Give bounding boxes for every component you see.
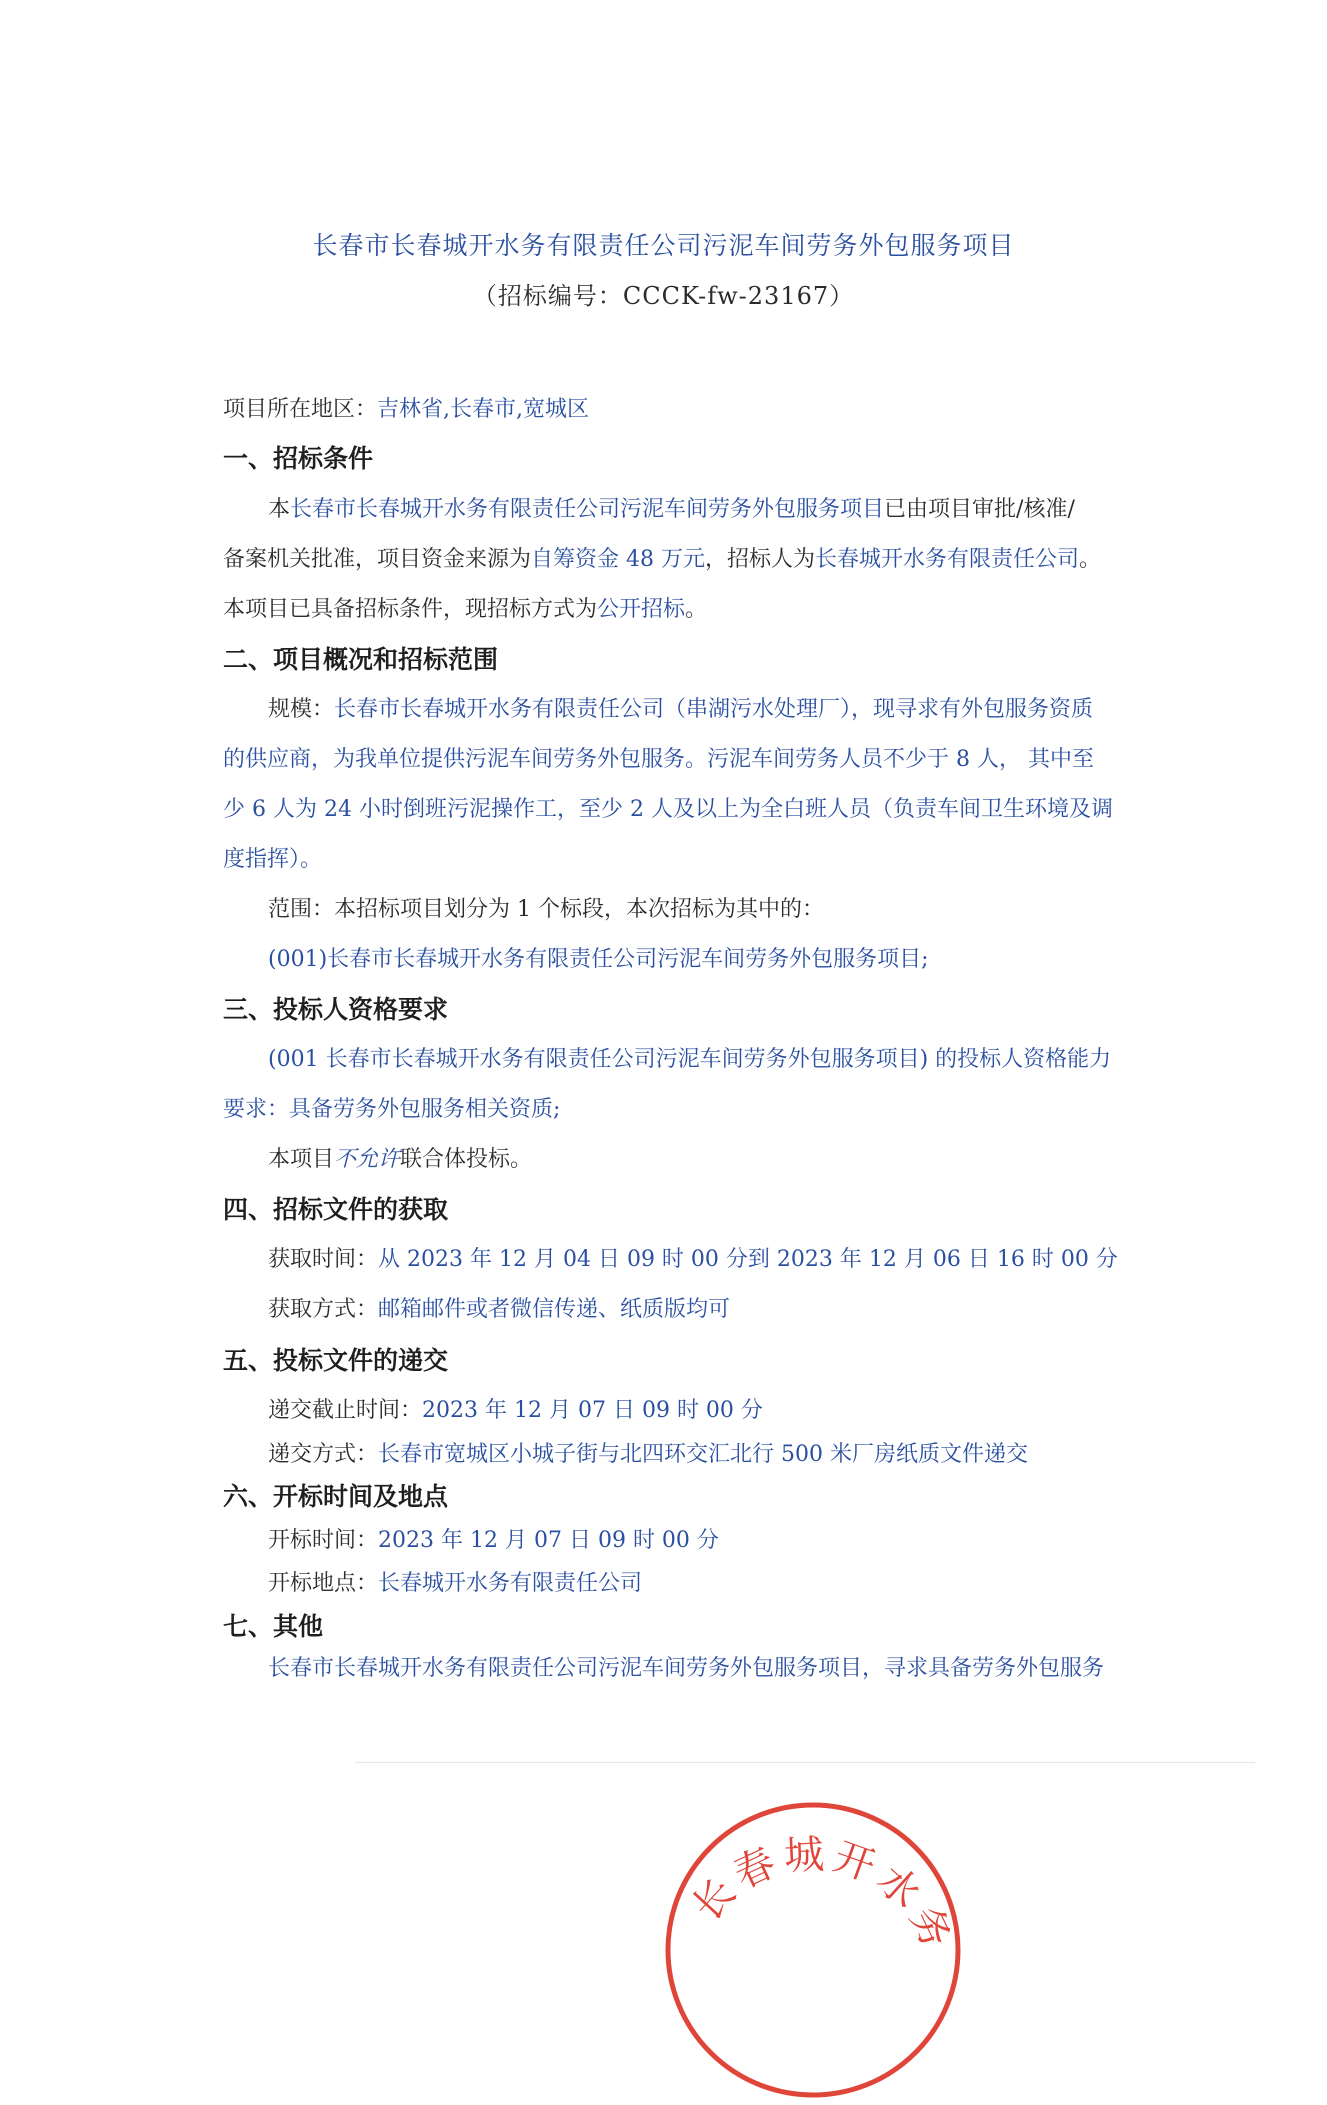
s7-text: 长春市长春城开水务有限责任公司污泥车间劳务外包服务项目，寻求具备劳务外包服务 (268, 1656, 1105, 1681)
s1-l2c: ，招标人为 (705, 547, 816, 572)
s1-l3b: 公开招标 (597, 597, 686, 622)
joint-b: 不允许 (334, 1147, 401, 1172)
obtain-method-label: 获取方式： (268, 1297, 379, 1322)
submit-method-label: 递交方式： (268, 1442, 379, 1467)
s1-line-2 (223, 545, 1101, 575)
project-region (223, 395, 589, 425)
section-heading-7: 七、其他 (223, 1612, 324, 1641)
s1-l2a: 备案机关批准，项目资金来源为 (223, 547, 532, 572)
s5-method (268, 1440, 1028, 1470)
region-label: 项目所在地区： (223, 397, 378, 422)
s6-time (268, 1526, 719, 1556)
section-heading-6: 六、开标时间及地点 (223, 1482, 449, 1511)
opening-place-value: 长春城开水务有限责任公司 (378, 1571, 643, 1596)
deadline-label: 递交截止时间： (268, 1398, 423, 1423)
company-seal (658, 1795, 968, 2105)
s2-scale-line-4: 度指挥）。 (223, 847, 323, 872)
s1-l1c: 已由项目审批/核准/ (884, 497, 1075, 522)
opening-place-label: 开标地点： (268, 1571, 379, 1596)
s5-deadline (268, 1396, 763, 1426)
bid-number: （招标编号：CCCK-fw-23167） (472, 282, 855, 310)
s1-line-3 (223, 595, 707, 625)
section-heading-2: 二、项目概况和招标范围 (223, 645, 499, 674)
s2-scale-line-2: 的供应商，为我单位提供污泥车间劳务外包服务。污泥车间劳务人员不少于 8 人， 其中至 (223, 747, 1094, 772)
joint-c: 联合体投标。 (400, 1147, 533, 1172)
s2-lot: (001)长春市长春城开水务有限责任公司污泥车间劳务外包服务项目; (268, 947, 929, 972)
s1-l3a: 本项目已具备招标条件，现招标方式为 (223, 597, 598, 622)
s3-req-line-1: (001 长春市长春城开水务有限责任公司污泥车间劳务外包服务项目) 的投标人资格能力 (268, 1047, 1112, 1072)
s2-range: 范围：本招标项目划分为 1 个标段，本次招标为其中的： (268, 897, 824, 922)
s1-line-1 (268, 495, 1075, 525)
document-title: 长春市长春城开水务有限责任公司污泥车间劳务外包服务项目 (312, 231, 1015, 260)
obtain-method-value: 邮箱邮件或者微信传递、纸质版均可 (378, 1297, 731, 1322)
scale-text-1: 长春市长春城开水务有限责任公司（串湖污水处理厂），现寻求有外包服务资质 (334, 697, 1094, 722)
opening-time-label: 开标时间： (268, 1528, 379, 1553)
obtain-time-label: 获取时间： (268, 1247, 379, 1272)
s6-place (268, 1569, 642, 1599)
s4-method (268, 1295, 730, 1325)
region-value: 吉林省,长春市,宽城区 (377, 397, 590, 422)
s1-l1b: 长春市长春城开水务有限责任公司污泥车间劳务外包服务项目 (290, 497, 885, 522)
seal-text: 长春城开水务 (684, 1831, 962, 1961)
obtain-time-value: 从 2023 年 12 月 04 日 09 时 00 分到 2023 年 12 月 06 日 16 时 00 分 (378, 1247, 1118, 1272)
section-heading-5: 五、投标文件的递交 (223, 1346, 449, 1375)
joint-a: 本项目 (268, 1147, 335, 1172)
s1-l2d: 长春城开水务有限责任公司 (815, 547, 1080, 572)
section-heading-3: 三、投标人资格要求 (223, 995, 449, 1024)
s1-l3c: 。 (685, 597, 708, 622)
section-heading-4: 四、招标文件的获取 (223, 1195, 449, 1224)
opening-time-value: 2023 年 12 月 07 日 09 时 00 分 (378, 1528, 719, 1553)
deadline-value: 2023 年 12 月 07 日 09 时 00 分 (422, 1398, 763, 1423)
s1-l2b: 自筹资金 48 万元 (531, 547, 705, 572)
s1-l2e: 。 (1079, 547, 1102, 572)
s2-scale-line-3: 少 6 人为 24 小时倒班污泥操作工，至少 2 人及以上为全白班人员（负责车间卫生环境及调 (223, 797, 1113, 822)
s3-req-line-2: 要求：具备劳务外包服务相关资质; (223, 1097, 561, 1122)
scale-label: 规模： (268, 697, 335, 722)
section-heading-1: 一、招标条件 (223, 444, 374, 473)
submit-method-value: 长春市宽城区小城子街与北四环交汇北行 500 米厂房纸质文件递交 (378, 1442, 1028, 1467)
scan-faint-line (355, 1762, 1255, 1763)
s2-scale-line-1 (268, 695, 1093, 725)
s3-joint-bid (268, 1145, 532, 1175)
s1-l1a: 本 (268, 497, 291, 522)
s4-time (268, 1245, 1118, 1275)
